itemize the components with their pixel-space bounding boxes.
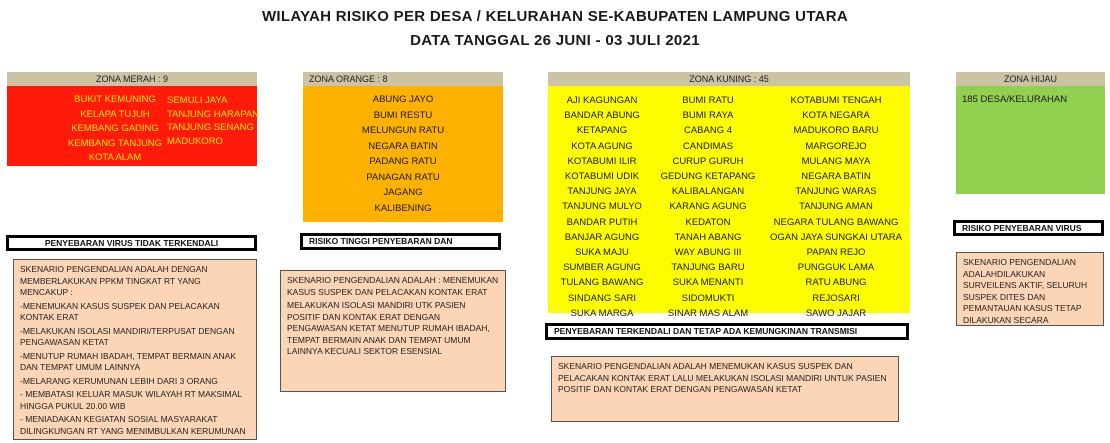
zona-orange-header: ZONA ORANGE : 8 xyxy=(303,72,503,86)
zona-merah-item: KELAPA TUJUH xyxy=(80,108,150,120)
zona-kuning-panel xyxy=(548,86,910,319)
zona-hijau-panel xyxy=(956,86,1105,194)
zona-kuning-item: KOTABUMI TENGAH xyxy=(790,95,882,106)
zona-merah-item: KEMBANG TANJUNG xyxy=(67,137,163,149)
zona-merah-header: ZONA MERAH : 9 xyxy=(7,72,257,86)
zona-kuning-item: KOTABUMI UDIK xyxy=(564,171,640,182)
zona-kuning-item: SINAR MAS ALAM xyxy=(667,307,749,319)
zona-kuning-item: SIDOMUKTI xyxy=(681,292,735,304)
zona-kuning-item: TANJUNG MULYO xyxy=(562,201,642,213)
zona-merah-item: KOTA ALAM xyxy=(88,152,142,163)
zona-orange-item: MELUNGUN RATU xyxy=(361,125,445,136)
zona-orange-item: KALIBENING xyxy=(374,202,432,214)
zona-merah-banner: PENYEBARAN VIRUS TIDAK TERKENDALI xyxy=(6,235,257,251)
zona-hijau-banner: RISIKO PENYEBARAN VIRUS xyxy=(953,220,1104,236)
zona-orange-item: BUMI RESTU xyxy=(373,109,433,121)
zona-kuning-item: CANDIMAS xyxy=(682,140,734,152)
zona-kuning-item: TULANG BAWANG xyxy=(560,277,644,289)
zona-orange-item: NEGARA BATIN xyxy=(368,140,438,152)
zona-orange-item: PADANG RATU xyxy=(369,156,437,167)
zona-kuning-item: AJI KAGUNGAN xyxy=(566,95,638,106)
zona-merah-item: MADUKORO xyxy=(167,135,223,147)
zona-kuning-banner: PENYEBARAN TERKENDALI DAN TETAP ADA KEMUNGKINAN TRANSMISI xyxy=(545,323,909,340)
zona-orange-item: PANAGAN RATU xyxy=(366,171,440,183)
zona-kuning-header: ZONA KUNING : 45 xyxy=(548,72,910,86)
zona-kuning-item: KEDATON xyxy=(685,216,731,228)
page-title: WILAYAH RISIKO PER DESA / KELURAHAN SE-KABUPATEN LAMPUNG UTARA xyxy=(261,8,849,25)
zona-hijau-header: ZONA HIJAU xyxy=(956,72,1105,86)
zona-orange-panel xyxy=(303,86,503,222)
page-subtitle: DATA TANGGAL 26 JUNI - 03 JULI 2021 xyxy=(410,32,700,49)
zona-merah-item: BUKIT KEMUNING xyxy=(74,94,156,105)
zona-kuning-item: BANDAR PUTIH xyxy=(566,216,638,228)
zona-merah-scenario-line: SKENARIO PENGENDALIAN ADALAH DENGAN MEMBERLAKUKAN PPKM TINGKAT RT YANG MENCAKUP : xyxy=(20,264,208,297)
zona-merah-scenario-line: -MELARANG KERUMUNAN LEBIH DARI 3 ORANG xyxy=(20,375,218,386)
zona-kuning-scenario: SKENARIO PENGENDALIAN ADALAH MENEMUKAN KASUS SUSPEK DAN PELACAKAN KONTAK ERAT LALU MELAKUKAN ISOLASI MANDIRI UNTUK PASIEN POSITIF DAN KONTAK ERAT DENGAN PENGAWASAN KETAT xyxy=(551,356,899,422)
zona-orange-scenario-line: SKENARIO PENGENDALIAN ADALAH : MENEMUKAN KASUS SUSPEK DAN PELACAKAN KONTAK ERAT xyxy=(287,275,499,297)
zona-hijau-count: 185 DESA/KELURAHAN xyxy=(962,94,1068,105)
zona-kuning-item: GEDUNG KETAPANG xyxy=(660,171,756,182)
zona-kuning-item: PUNGGUK LAMA xyxy=(797,262,875,274)
zona-merah-panel xyxy=(7,86,260,166)
zona-kuning-item: SUMBER AGUNG xyxy=(563,262,641,274)
zona-kuning-item: TANJUNG JAYA xyxy=(567,186,637,198)
zona-orange-scenario-line: MELAKUKAN ISOLASI MANDIRI UTK PASIEN POSITIF DAN KONTAK ERAT DENGAN PENGAWASAN KETAT MENUTUP RUMAH IBADAH, TEMPAT BERMAIN ANAK DAN TEMPAT UMUM LAINNYA KECUALI SEKTOR ESENSIAL xyxy=(287,300,490,356)
zona-kuning-item: RATU ABUNG xyxy=(805,277,867,289)
zona-kuning-item: KOTA NEGARA xyxy=(802,110,870,122)
zona-kuning-item: TANJUNG BARU xyxy=(671,262,745,274)
zona-kuning-item: CABANG 4 xyxy=(683,125,733,137)
zona-merah-scenario-line: - MEMBATASI KELUAR MASUK WILAYAH RT MAKSIMAL HINGGA PUKUL 20.00 WIB xyxy=(20,389,242,411)
zona-kuning-item: BANDAR ABUNG xyxy=(564,110,640,122)
zona-merah-scenario-line: -MELAKUKAN ISOLASI MANDIRI/TERPUSAT DENGAN PENGAWASAN KETAT xyxy=(20,325,235,347)
zona-kuning-item: SINDANG SARI xyxy=(567,292,637,304)
zona-kuning-item: SAWO JAJAR xyxy=(805,307,867,319)
zona-kuning-item: NEGARA BATIN xyxy=(801,171,871,182)
zona-kuning-item: BUMI RATU xyxy=(682,95,734,106)
zona-orange-item: JAGANG xyxy=(383,187,423,198)
zona-kuning-item: SUKA MENANTI xyxy=(672,277,744,289)
zona-orange-banner: RISIKO TINGGI PENYEBARAN DAN xyxy=(300,233,501,250)
zona-orange-item: ABUNG JAYO xyxy=(372,94,434,105)
zona-merah-scenario xyxy=(13,259,257,440)
zona-kuning-item: TANJUNG WARAS xyxy=(795,186,877,198)
zona-kuning-item: REJOSARI xyxy=(812,292,860,304)
zona-merah-item: KEMBANG GADING xyxy=(71,123,159,134)
zona-orange-scenario xyxy=(280,270,506,392)
zona-merah-item: TANJUNG HARAPAN xyxy=(167,108,260,120)
zona-kuning-item: BANJAR AGUNG xyxy=(564,231,640,243)
zona-merah-scenario-line: - MENIADAKAN KEGIATAN SOSIAL MASYARAKAT DILINGKUNGAN RT YANG MENIMBULKAN KERUMUNAN xyxy=(20,414,246,436)
zona-kuning-item: BUMI RAYA xyxy=(682,110,734,122)
zona-kuning-item: MARGOREJO xyxy=(805,140,867,152)
zona-kuning-item: MADUKORO BARU xyxy=(793,125,879,137)
zona-hijau-scenario: SKENARIO PENGENDALIAN ADALAHDILAKUKAN SURVEILENS AKTIF, SELURUH SUSPEK DITES DAN PEMANTAUAN KASUS TETAP DILAKUKAN SECARA xyxy=(956,252,1104,326)
zona-merah-item: SEMULI JAYA xyxy=(167,95,228,106)
zona-kuning-item: KARANG AGUNG xyxy=(669,201,747,213)
zona-kuning-item: WAY ABUNG III xyxy=(674,247,742,258)
zona-kuning-item: OGAN JAYA SUNGKAI UTARA xyxy=(770,231,902,243)
zona-kuning-item: CURUP GURUH xyxy=(672,155,744,167)
zona-merah-item: TANJUNG SENANG xyxy=(167,122,254,133)
zona-kuning-item: MULANG MAYA xyxy=(801,155,871,167)
zona-kuning-item: NEGARA TULANG BAWANG xyxy=(773,216,899,228)
zona-kuning-item: TANJUNG AMAN xyxy=(799,201,873,213)
zona-kuning-item: TANAH ABANG xyxy=(674,231,742,243)
zona-kuning-item: KETAPANG xyxy=(576,125,628,137)
zona-kuning-item: SUKA MARGA xyxy=(570,307,634,319)
zona-kuning-item: KALIBALANGAN xyxy=(671,186,745,198)
zona-merah-scenario-line: -MENUTUP RUMAH IBADAH, TEMPAT BERMAIN ANAK DAN TEMPAT UMUM LAINNYA xyxy=(20,350,236,372)
zona-kuning-item: KOTABUMI ILIR xyxy=(567,155,637,167)
zona-kuning-item: PAPAN REJO xyxy=(806,247,866,258)
zona-kuning-item: SUKA MAJU xyxy=(575,247,629,258)
zona-merah-scenario-line: -MENEMUKAN KASUS SUSPEK DAN PELACAKAN KONTAK ERAT xyxy=(20,300,220,322)
zona-kuning-item: KOTA AGUNG xyxy=(571,140,633,152)
